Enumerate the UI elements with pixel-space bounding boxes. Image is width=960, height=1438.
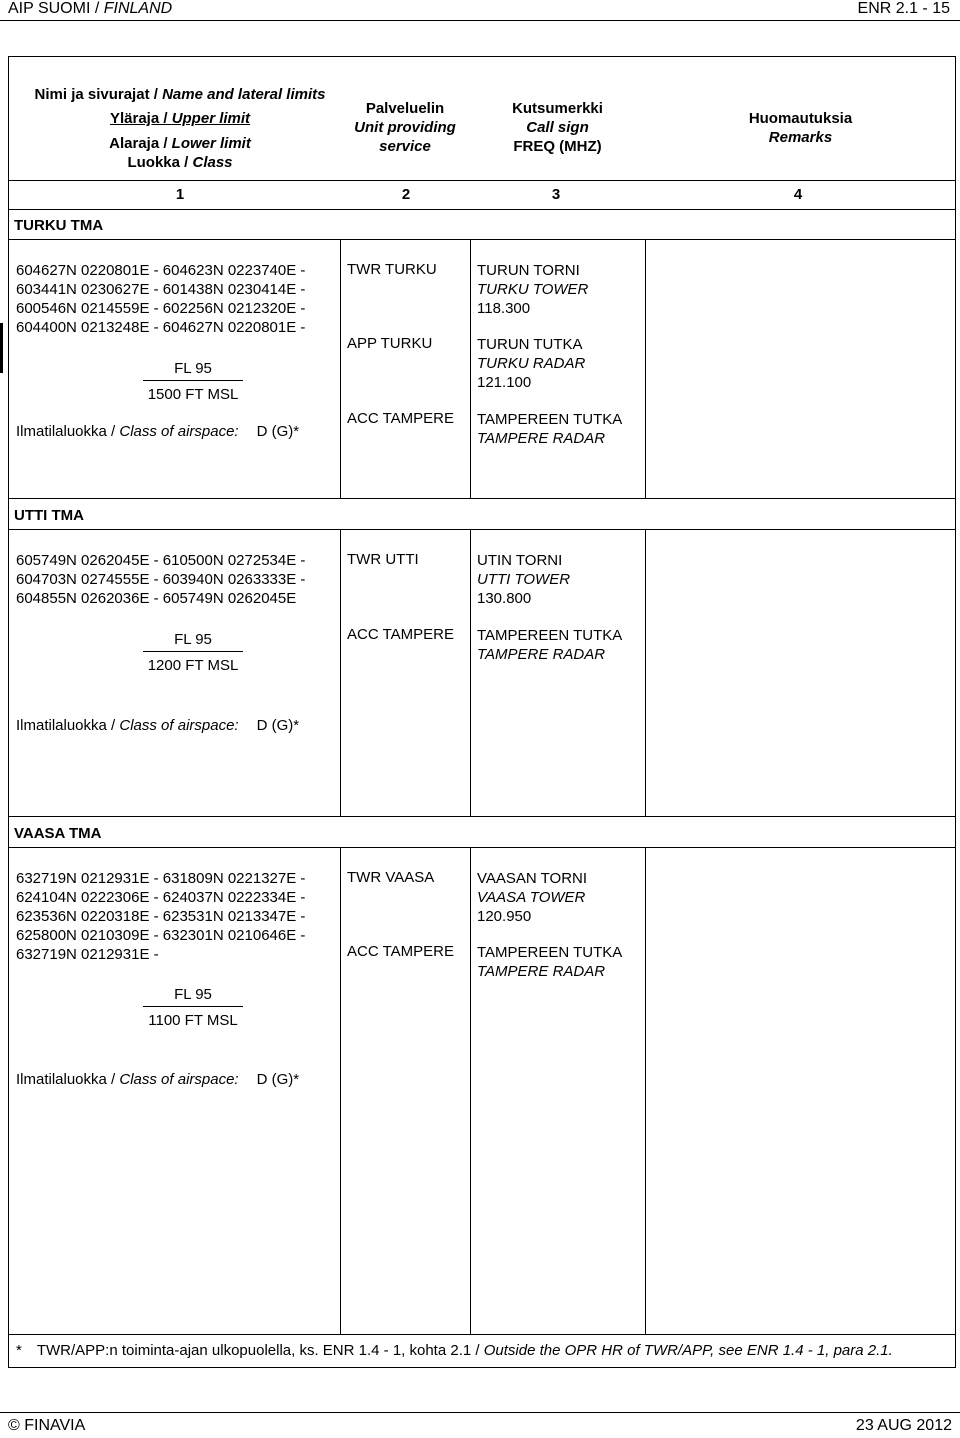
footer-copyright: © FINAVIA: [8, 1417, 86, 1434]
unit-turku-acc: ACC TAMPERE: [347, 410, 454, 427]
col1-upper-fi: Yläraja /: [109, 110, 172, 127]
col3-header: [470, 99, 645, 156]
frequency: 120.950: [477, 908, 532, 925]
col-number-1: 1: [175, 186, 185, 203]
limit-divider: [143, 651, 243, 652]
footnote-marker: *: [16, 1342, 22, 1359]
call-vaasa-twr: [477, 869, 587, 926]
coords-turku: [16, 261, 305, 337]
col3-freq: FREQ (MHZ): [513, 138, 602, 155]
col2-header: [340, 99, 470, 156]
call-turku-acc: [477, 410, 622, 448]
lower-limit-turku: 1500 FT MSL: [147, 386, 239, 403]
col1-header: [20, 85, 340, 172]
col1-lower-en: Lower limit: [171, 135, 251, 152]
callsign-en: TAMPERE RADAR: [477, 430, 606, 447]
class-utti: [16, 717, 299, 734]
callsign-fi: TURUN TORNI: [477, 262, 580, 279]
lower-limit-utti: 1200 FT MSL: [147, 657, 239, 674]
section-title-vaasa: VAASA TMA: [14, 825, 102, 842]
coords-vaasa: [16, 869, 305, 964]
callsign-fi: TURUN TUTKA: [477, 336, 583, 353]
col3-fi: Kutsumerkki: [512, 100, 603, 117]
call-vaasa-acc: [477, 943, 622, 981]
coord-line: 603441N 0230627E - 601438N 0230414E -: [16, 281, 306, 298]
coords-utti: [16, 551, 305, 608]
footer-rule: [0, 1412, 960, 1413]
call-utti-acc: [477, 626, 622, 664]
coord-line: 605749N 0262045E - 610500N 0272534E -: [16, 552, 306, 569]
footnote: [16, 1342, 893, 1359]
upper-limit-turku: FL 95: [174, 360, 212, 377]
callsign-en: UTTI TOWER: [477, 571, 571, 588]
callsign-en: TURKU RADAR: [477, 355, 586, 372]
col-divider: [645, 847, 646, 1334]
col1-class-fi: Luokka /: [127, 154, 193, 171]
call-turku-twr: [477, 261, 588, 318]
col-divider: [470, 529, 471, 816]
footer-date: 23 AUG 2012: [855, 1417, 952, 1434]
header-rule-1: [8, 180, 956, 181]
callsign-en: TAMPERE RADAR: [477, 963, 606, 980]
col4-en: Remarks: [768, 129, 833, 146]
callsign-en: TAMPERE RADAR: [477, 646, 606, 663]
coord-line: 604855N 0262036E - 605749N 0262045E: [16, 590, 297, 607]
header-rule: [0, 20, 960, 21]
coord-line: 632719N 0212931E - 631809N 0221327E -: [16, 870, 306, 887]
col1-lower-fi: Alaraja /: [109, 135, 172, 152]
col-number-2: 2: [401, 186, 411, 203]
section-title-turku: TURKU TMA: [14, 217, 104, 234]
callsign-fi: TAMPEREEN TUTKA: [477, 944, 623, 961]
unit-vaasa-acc: ACC TAMPERE: [347, 943, 454, 960]
class-label-en: Class of airspace:: [119, 717, 239, 734]
col1-name-en: Name and lateral limits: [162, 86, 326, 103]
col2-en-2: service: [379, 138, 431, 155]
callsign-en: TURKU TOWER: [477, 281, 589, 298]
col-number-4: 4: [793, 186, 803, 203]
col-number-3: 3: [551, 186, 561, 203]
col4-header: [645, 109, 956, 147]
col-divider: [470, 239, 471, 498]
upper-limit-vaasa: FL 95: [174, 986, 212, 1003]
col-divider: [470, 847, 471, 1334]
class-value: D (G)*: [256, 1071, 300, 1088]
unit-utti-twr: TWR UTTI: [347, 551, 419, 568]
col1-class-en: Class: [192, 154, 233, 171]
col-divider: [340, 529, 341, 816]
class-turku: [16, 423, 299, 440]
lower-limit-vaasa: 1100 FT MSL: [148, 1012, 238, 1029]
upper-limit-utti: FL 95: [174, 631, 212, 648]
call-utti-twr: [477, 551, 570, 608]
col3-en: Call sign: [526, 119, 589, 136]
col-divider: [340, 239, 341, 498]
unit-turku-app: APP TURKU: [347, 335, 433, 352]
footnote-en: Outside the OPR HR of TWR/APP, see ENR 1.4 - 1, para 2.1.: [483, 1342, 893, 1359]
unit-utti-acc: ACC TAMPERE: [347, 626, 454, 643]
col2-en-1: Unit providing: [354, 119, 456, 136]
section-rule-turku: [8, 239, 956, 240]
class-label-en: Class of airspace:: [119, 423, 239, 440]
header-country-en: FINLAND: [103, 0, 173, 17]
unit-turku-twr: TWR TURKU: [347, 261, 437, 278]
section-end-turku: [8, 498, 956, 499]
frequency: 130.800: [477, 590, 532, 607]
header-country-fi: AIP SUOMI /: [8, 0, 104, 17]
coord-line: 625800N 0210309E - 632301N 0210646E -: [16, 927, 306, 944]
callsign-fi: TAMPEREEN TUTKA: [477, 411, 623, 428]
frequency: 118.300: [477, 300, 531, 317]
col-divider: [645, 529, 646, 816]
col1-upper-en: Upper limit: [171, 110, 251, 127]
header-page-ref: ENR 2.1 - 15: [857, 0, 950, 17]
header-left: [8, 0, 172, 18]
section-rule-vaasa: [8, 847, 956, 848]
callsign-en: VAASA TOWER: [477, 889, 586, 906]
class-value: D (G)*: [256, 423, 300, 440]
footnote-fi: TWR/APP:n toiminta-ajan ulkopuolella, ks. ENR 1.4 - 1, kohta 2.1 /: [36, 1342, 484, 1359]
section-rule-utti: [8, 529, 956, 530]
coord-line: 600546N 0214559E - 602256N 0212320E -: [16, 300, 306, 317]
col2-fi: Palveluelin: [365, 100, 445, 117]
limit-divider: [143, 1006, 243, 1007]
coord-line: 604703N 0274555E - 603940N 0263333E -: [16, 571, 306, 588]
frequency: 121.100: [477, 374, 532, 391]
change-bar: [0, 323, 3, 373]
class-label-fi: Ilmatilaluokka /: [16, 423, 120, 440]
coord-line: 604627N 0220801E - 604623N 0223740E -: [16, 262, 306, 279]
col4-fi: Huomautuksia: [748, 110, 853, 127]
coord-line: 604400N 0213248E - 604627N 0220801E -: [16, 319, 306, 336]
col-divider: [645, 239, 646, 498]
call-turku-app: [477, 335, 585, 392]
coord-line: 632719N 0212931E -: [16, 946, 159, 963]
callsign-fi: UTIN TORNI: [477, 552, 563, 569]
limit-divider: [143, 380, 243, 381]
coord-line: 624104N 0222306E - 624037N 0222334E -: [16, 889, 306, 906]
coord-line: 623536N 0220318E - 623531N 0213347E -: [16, 908, 306, 925]
col1-name-fi: Nimi ja sivurajat /: [34, 86, 163, 103]
section-end-utti: [8, 816, 956, 817]
callsign-fi: VAASAN TORNI: [477, 870, 588, 887]
class-label-fi: Ilmatilaluokka /: [16, 1071, 120, 1088]
header-rule-2: [8, 209, 956, 210]
class-value: D (G)*: [256, 717, 300, 734]
class-label-en: Class of airspace:: [119, 1071, 239, 1088]
col-divider: [340, 847, 341, 1334]
section-end-vaasa: [8, 1334, 956, 1335]
table-frame: [8, 56, 956, 1368]
callsign-fi: TAMPEREEN TUTKA: [477, 627, 623, 644]
class-vaasa: [16, 1071, 299, 1088]
section-title-utti: UTTI TMA: [14, 507, 84, 524]
unit-vaasa-twr: TWR VAASA: [347, 869, 435, 886]
class-label-fi: Ilmatilaluokka /: [16, 717, 120, 734]
